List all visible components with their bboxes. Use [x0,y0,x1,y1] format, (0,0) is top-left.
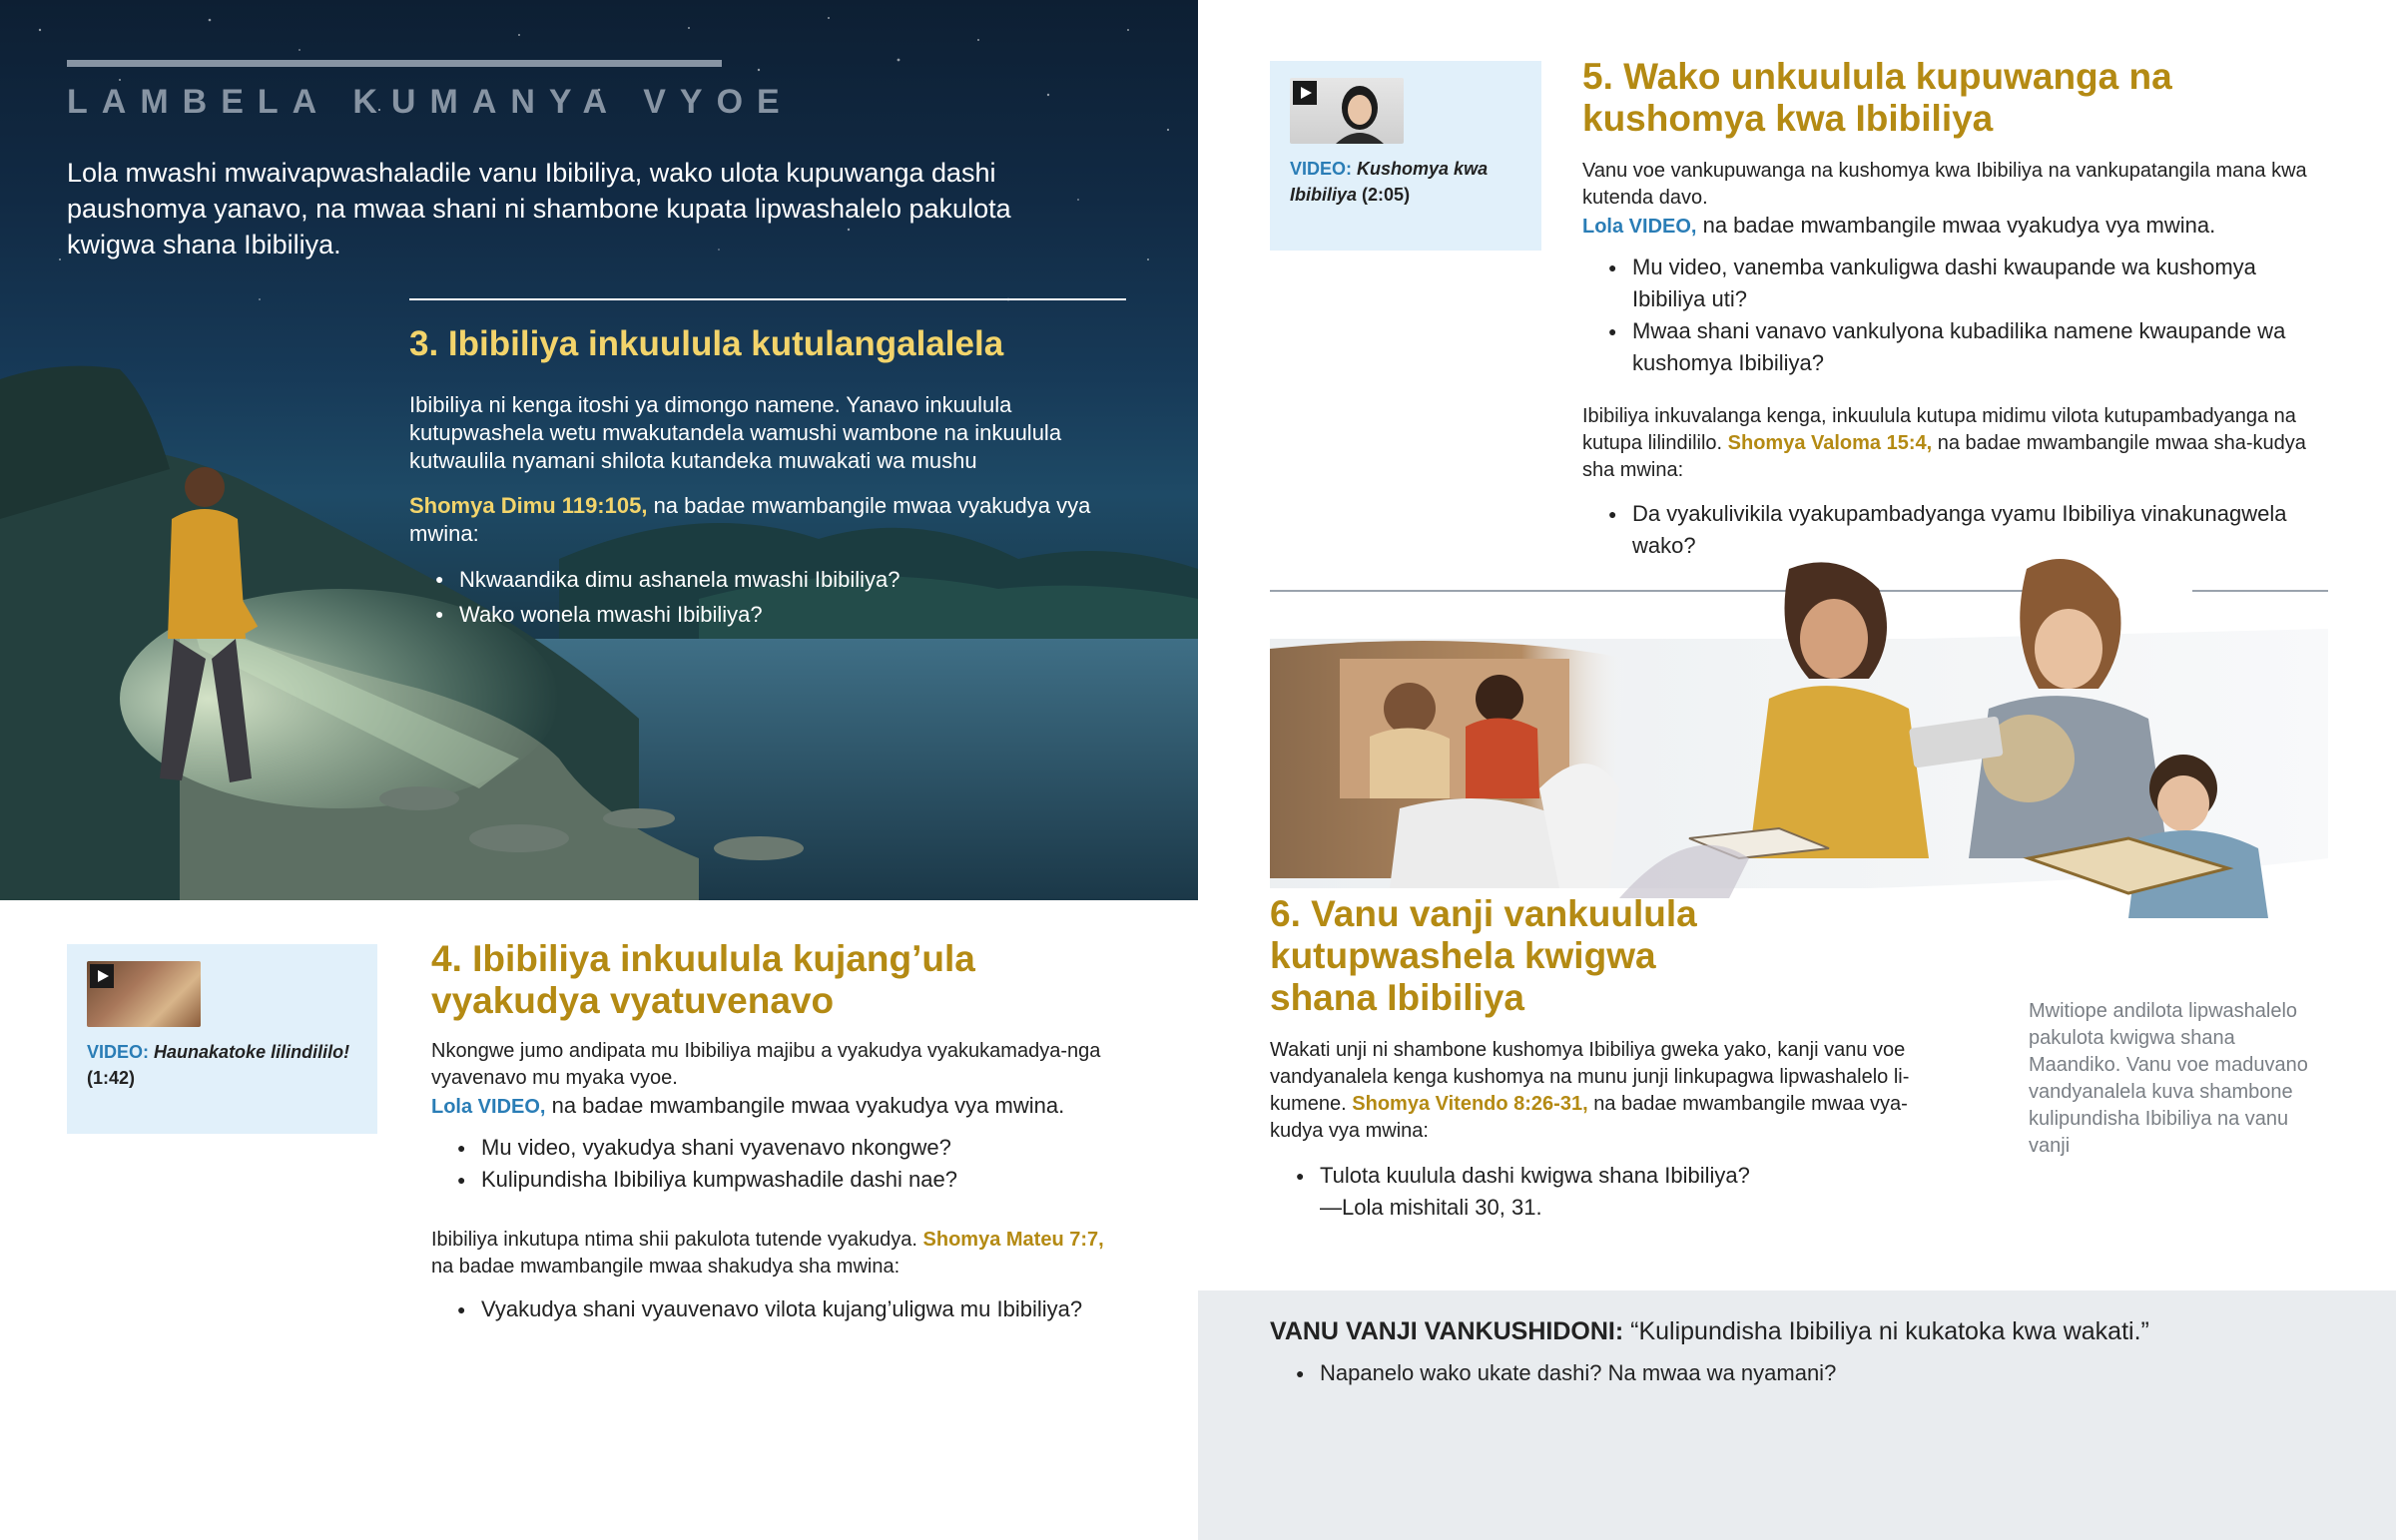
play-icon[interactable] [1293,81,1317,105]
section-6-title: 6. Vanu vanji vankuulula kutupwashela kwigwa shana Ibibiliya [1270,893,1697,1018]
question-item: ● Tulota kuulula dashi kwigwa shana Ibibiliya? —Lola mishitali 30, 31. [1296,1160,1975,1224]
section-4-body: Nkongwe jumo andipata mu Ibibiliya majibu a vyakudya vyakukamadya-nga vyavenavo mu myaka vyoe. Lola VIDEO, na badae mwambangile mwaa vyakudya vya mwina. [431,1040,1101,1118]
video-card-kushomya[interactable] [1270,61,1541,251]
hero-intro: Lola mwashi mwaivapwashaladile vanu Ibibiliya, wako ulota kupuwanga dashi paushomya yanavo, na mwaa shani ni shambone kupata lipwashalelo pakulota kwigwa shana Ibibiliya. [67,158,1011,259]
section-5-title: 5. Wako unkuulula kupuwanga na kushomya kwa Ibibiliya [1582,56,2172,139]
video-thumbnail[interactable] [1290,78,1404,144]
section-4-questions [457,1132,1136,1196]
question-item: ● Vyakudya shani vyauvenavo vilota kujang’uligwa mu Ibibiliya? [457,1293,1136,1325]
video-card-haunakatoke[interactable] [67,944,377,1134]
section-3-questions [435,562,899,632]
section-5-questions-2 [1608,498,2327,562]
hero-kicker: LAMBELA KUMANYA VYOE [67,83,794,121]
section-4-body-2: Ibibiliya inkutupa ntima shii pakulota tutende vyakudya. Shomya Mateu 7:7, na badae mwambangile mwaa shakudya sha mwina: [431,1229,1104,1278]
question-item: ● Kulipundisha Ibibiliya kumpwashadile dashi nae? [457,1164,1136,1196]
section-3-title: 3. Ibibiliya inkuulula kutulangalalela [409,324,1004,363]
scripture-link-mateu[interactable]: Shomya Mateu 7:7, [922,1229,1104,1251]
video-caption: VIDEO: Kushomya kwa Ibibiliya (2:05) [1290,159,1489,205]
question-item: ● Nkwaandika dimu ashanela mwashi Ibibiliya? [435,562,899,597]
illustration-caption: Mwitiope andilota lipwashalelo pakulota kwigwa shana Maandiko. Vanu voe maduvano vandyanalela kuva shambone kulipundisha Ibibiliya na vanu vanji [2029,1000,2308,1157]
scripture-link-valoma[interactable]: Shomya Valoma 15:4, [1727,432,1933,454]
play-icon[interactable] [90,964,114,988]
section-6-questions [1296,1160,1975,1224]
question-item: ● Mu video, vyakudya shani vyavenavo nkongwe? [457,1132,1136,1164]
section-4-questions-2 [457,1293,1136,1325]
question-item: ● Mu video, vanemba vankuligwa dashi kwaupande wa kushomya Ibibiliya uti? [1608,252,2327,315]
objection-lead: VANU VANJI VANKUSHIDONI: [1270,1317,1624,1345]
section-5-body-2: Ibibiliya inkuvalanga kenga, inkuulula kutupa midimu vilota kutupambadyanga na kutupa lilindililo. Shomya Valoma 15:4, na badae mwambangile mwaa sha-kudya sha mwina: [1582,405,2306,481]
see-video-link[interactable]: Lola VIDEO, [1582,216,1697,238]
question-item: ● Napanelo wako ukate dashi? Na mwaa wa nyamani? [1296,1357,2294,1389]
question-item: ● Da vyakulivikila vyakupambadyanga vyamu Ibibiliya vinakunagwela wako? [1608,498,2327,562]
chariot-scene [1270,641,1629,888]
question-item: ● Wako wonela mwashi Ibibiliya? [435,597,899,632]
objection-quote: VANU VANJI VANKUSHIDONI: “Kulipundisha Ibibiliya ni kukatoka kwa wakati.” [1270,1317,2149,1345]
scripture-link-dimu[interactable]: Shomya Dimu 119:105, [409,493,648,518]
cross-reference[interactable]: —Lola mishitali 30, 31. [1320,1195,1542,1220]
section-4-title: 4. Ibibiliya inkuulula kujang’ula vyakudya vyatuvenavo [431,938,975,1021]
question-item: ● Mwaa shani vanavo vankulyona kubadilika namene kwaupande wa kushomya Ibibiliya? [1608,315,2327,379]
scripture-link-vitendo[interactable]: Shomya Vitendo 8:26-31, [1352,1093,1588,1115]
objection-questions [1296,1357,2294,1389]
section-3-body: Ibibiliya ni kenga itoshi ya dimongo namene. Yanavo inkuulula kutupwashela wetu mwakutandela wamushi wambone na inkuulula kutwaulila nyamani shilota kutandeka muwakati wa mushu [409,392,1062,473]
video-thumbnail[interactable] [87,961,201,1027]
section-3-read: Shomya Dimu 119:105, na badae mwambangile mwaa vyakudya vya mwina: [409,493,1091,546]
hero-top-rule [67,60,722,67]
section-5-body: Vanu voe vankupuwanga na kushomya kwa Ibibiliya na vankupatangila mana kwa kutenda davo. Lola VIDEO, na badae mwambangile mwaa vyakudya vya mwina. [1582,160,2307,238]
section-5-questions [1608,252,2327,379]
section-6-body: Wakati unji ni shambone kushomya Ibibiliya gweka yako, kanji vanu voe vandyanalela kenga kushomya na munu junji linkupagwa lipwashalelo li-kumene. Shomya Vitendo 8:26-31, na badae mwambangile mwaa vya-kudya vya mwina: [1270,1039,1910,1142]
video-caption: VIDEO: Haunakatoke lilindililo! (1:42) [87,1042,350,1088]
see-video-link[interactable]: Lola VIDEO, [431,1096,546,1118]
hero-divider [409,298,1126,300]
hero-section [0,0,1198,900]
